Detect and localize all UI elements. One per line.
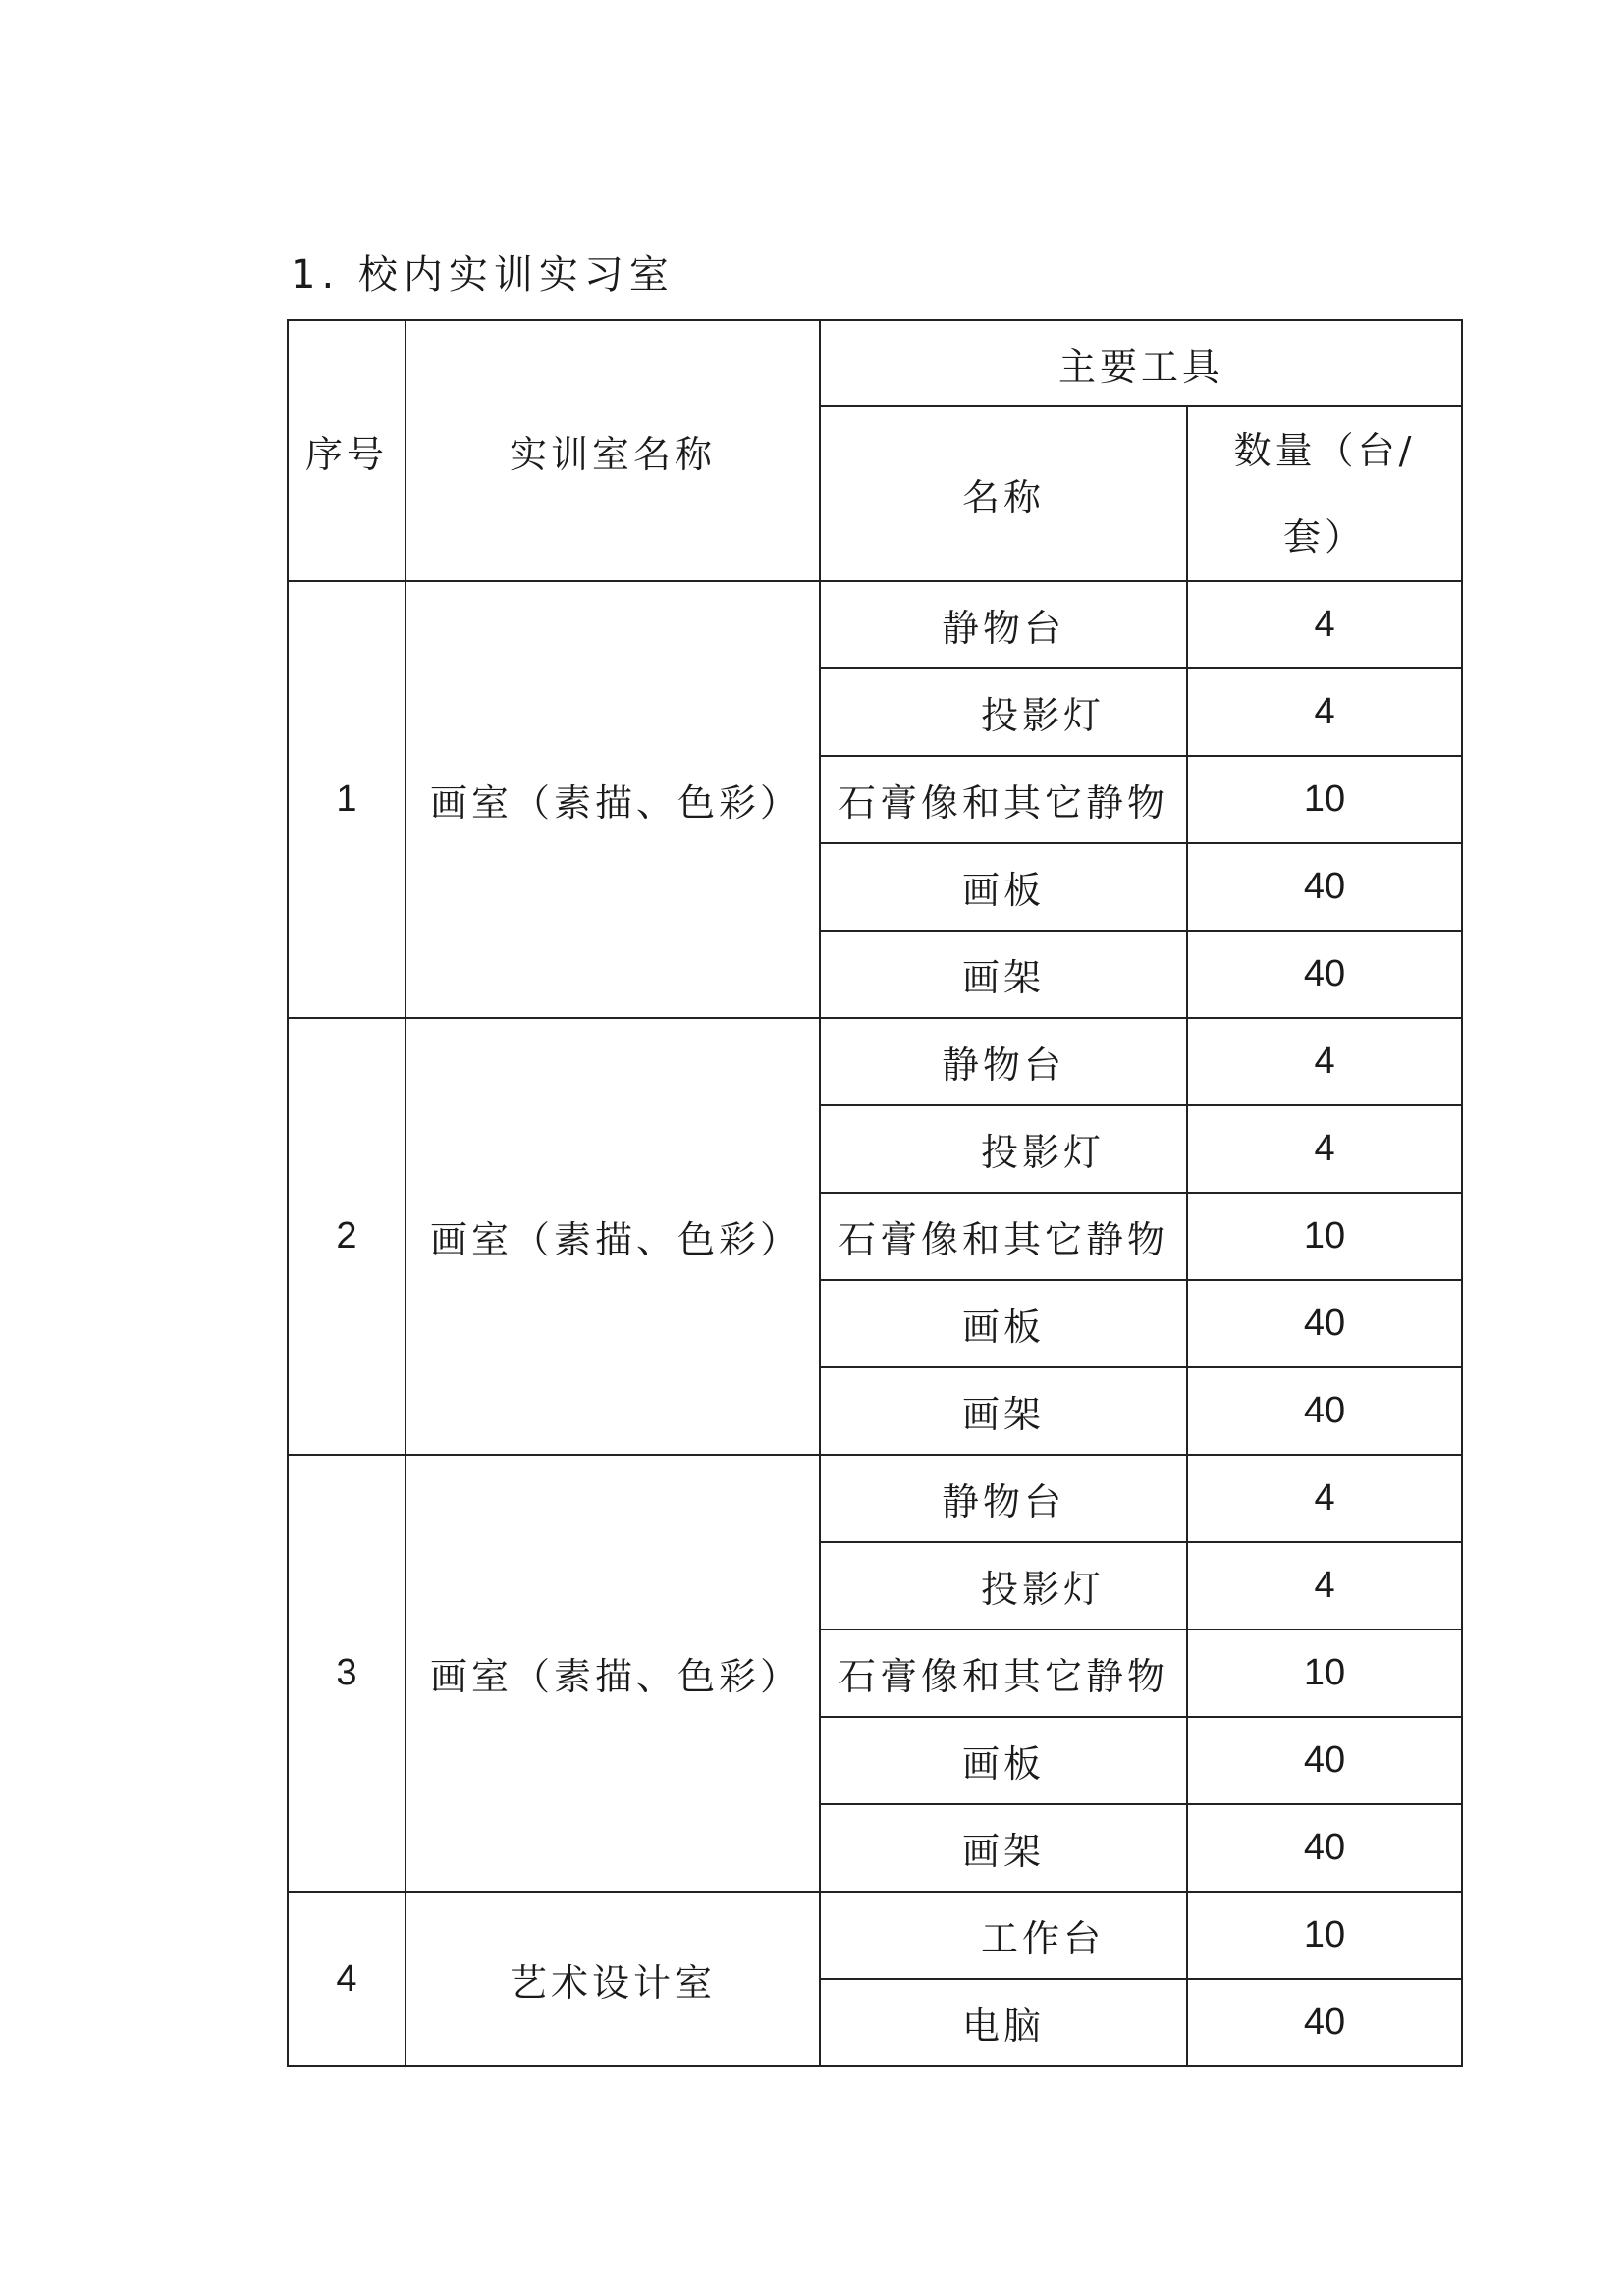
header-room-name: 实训室名称 [406, 320, 820, 581]
table-row [288, 581, 1462, 668]
training-rooms-table [287, 319, 1463, 2067]
section-title: 校内实训实习室 [357, 252, 675, 297]
tool-quantity: 40 [1187, 843, 1462, 931]
header-row [288, 320, 1462, 406]
section-heading [291, 247, 675, 302]
tool-name: 工作台 [820, 1892, 1187, 1979]
tool-name: 画板 [820, 843, 1187, 931]
table-row [288, 1455, 1462, 1542]
tool-name: 静物台 [820, 1455, 1187, 1542]
tool-name: 静物台 [820, 581, 1187, 668]
tool-name: 投影灯 [820, 1105, 1187, 1193]
tool-name: 静物台 [820, 1018, 1187, 1105]
tool-quantity: 10 [1187, 1629, 1462, 1717]
tool-quantity: 40 [1187, 1367, 1462, 1455]
room-index: 1 [288, 581, 406, 1018]
tool-quantity: 4 [1187, 668, 1462, 756]
room-index: 4 [288, 1892, 406, 2066]
tool-name: 石膏像和其它静物 [820, 756, 1187, 843]
tool-quantity: 4 [1187, 581, 1462, 668]
tool-quantity: 10 [1187, 1892, 1462, 1979]
tool-name: 电脑 [820, 1979, 1187, 2066]
tool-name: 石膏像和其它静物 [820, 1193, 1187, 1280]
tool-name: 画架 [820, 1367, 1187, 1455]
room-index: 3 [288, 1455, 406, 1892]
room-name: 艺术设计室 [406, 1892, 820, 2066]
tool-quantity: 4 [1187, 1542, 1462, 1629]
header-quantity: 数量（台/套） [1187, 406, 1462, 581]
tool-quantity: 10 [1187, 1193, 1462, 1280]
tool-name: 画架 [820, 1804, 1187, 1892]
room-index: 2 [288, 1018, 406, 1455]
room-name: 画室（素描、色彩） [406, 581, 820, 1018]
tool-name: 画板 [820, 1717, 1187, 1804]
tool-quantity: 40 [1187, 1804, 1462, 1892]
tool-quantity: 10 [1187, 756, 1462, 843]
tool-quantity: 4 [1187, 1455, 1462, 1542]
tool-quantity: 40 [1187, 1717, 1462, 1804]
tool-name: 投影灯 [820, 1542, 1187, 1629]
tool-quantity: 40 [1187, 1979, 1462, 2066]
tool-quantity: 4 [1187, 1018, 1462, 1105]
table-body [288, 320, 1462, 2066]
tool-quantity: 4 [1187, 1105, 1462, 1193]
header-tool-name: 名称 [820, 406, 1187, 581]
tool-name: 画架 [820, 931, 1187, 1018]
tool-name: 画板 [820, 1280, 1187, 1367]
tool-name: 石膏像和其它静物 [820, 1629, 1187, 1717]
tool-quantity: 40 [1187, 931, 1462, 1018]
tool-quantity: 40 [1187, 1280, 1462, 1367]
tool-name: 投影灯 [820, 668, 1187, 756]
room-name: 画室（素描、色彩） [406, 1455, 820, 1892]
table-row [288, 1018, 1462, 1105]
room-name: 画室（素描、色彩） [406, 1018, 820, 1455]
header-index: 序号 [288, 320, 406, 581]
header-main-tools: 主要工具 [820, 320, 1462, 406]
table-row [288, 1892, 1462, 1979]
section-number: 1. [291, 252, 341, 297]
